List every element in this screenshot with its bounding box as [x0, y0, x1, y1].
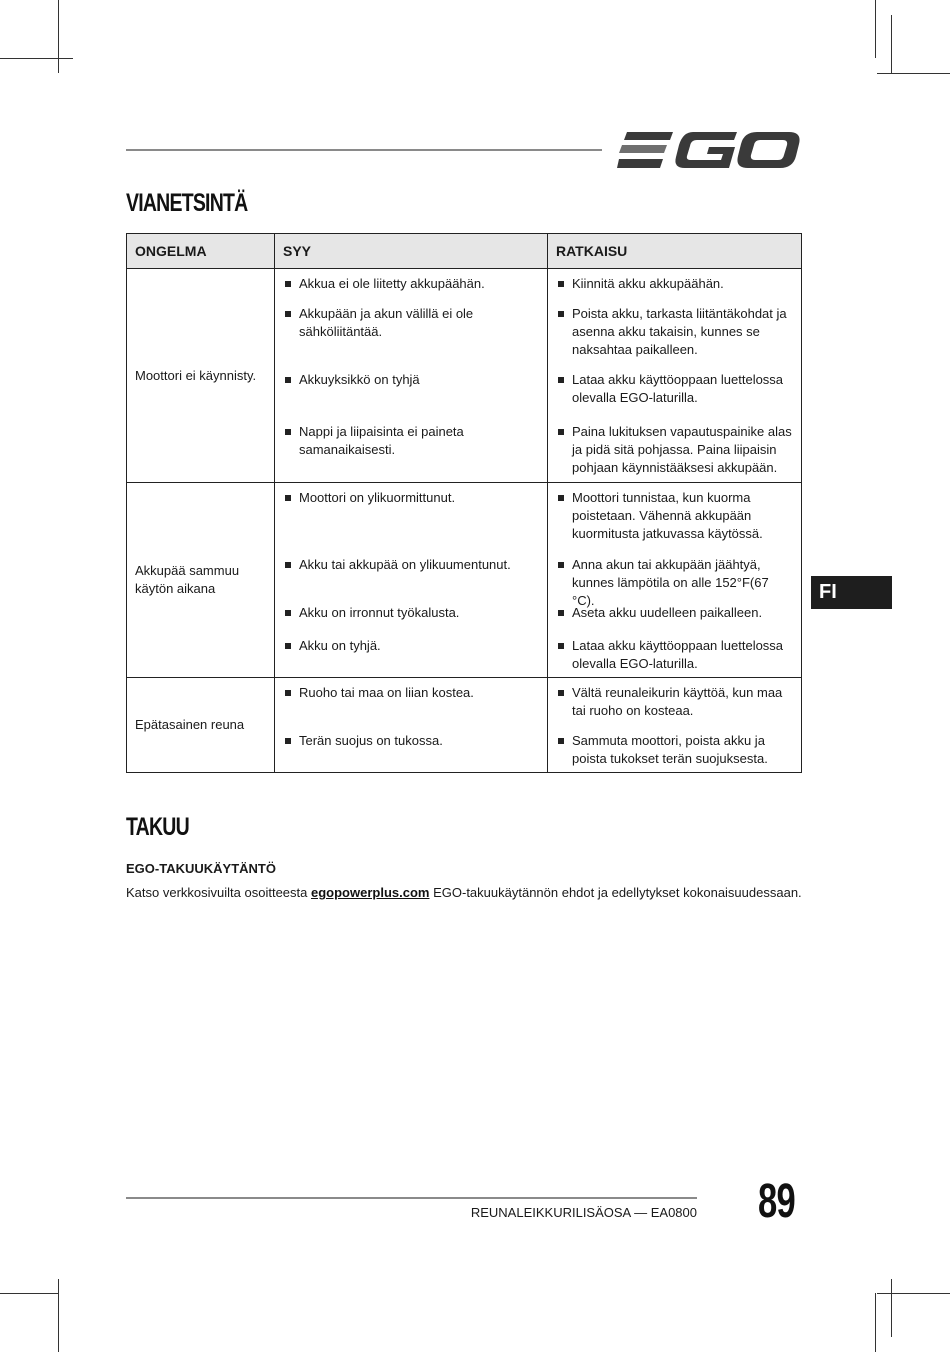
bullet-icon: [285, 610, 291, 616]
solution-cell: [548, 678, 802, 773]
list-item: Ruoho tai maa on liian kostea.: [285, 684, 539, 732]
list-item: Kiinnitä akku akkupäähän.: [558, 275, 793, 305]
list-item: Akkupään ja akun välillä ei ole sähköliitäntää.: [285, 305, 539, 371]
list-item: Akku on irronnut työkalusta.: [285, 604, 539, 637]
list-item: Moottori on ylikuormittunut.: [285, 489, 539, 556]
bullet-icon: [558, 562, 564, 568]
bullet-icon: [285, 643, 291, 649]
cause-cell: [275, 678, 548, 773]
header-rule: [126, 149, 602, 151]
bullet-icon: [558, 643, 564, 649]
bullet-icon: [285, 311, 291, 317]
crop-mark: [891, 1279, 892, 1337]
bullet-icon: [558, 311, 564, 317]
solution-cell: [548, 269, 802, 483]
crop-mark: [875, 0, 876, 58]
list-item: Paina lukituksen vapautuspainike alas ja pidä sitä pohjassa. Paina liipaisin pohjaan käynnistääksesi akkupään.: [558, 423, 793, 477]
warranty-subtitle: EGO-TAKUUKÄYTÄNTÖ: [126, 861, 276, 876]
warranty-title: TAKUU: [126, 813, 189, 841]
list-item: Moottori tunnistaa, kun kuorma poistetaan. Vähennä akkupään kuormitusta jatkuvassa käytössä.: [558, 489, 793, 556]
bullet-icon: [558, 610, 564, 616]
crop-mark: [0, 1293, 58, 1294]
bullet-icon: [285, 690, 291, 696]
crop-mark: [891, 15, 892, 73]
ego-logo: [617, 126, 801, 174]
list-item: Poista akku, tarkasta liitäntäkohdat ja asenna akku takaisin, kunnes se naksahtaa paikalleen.: [558, 305, 793, 371]
list-item: Akkuyksikkö on tyhjä: [285, 371, 539, 423]
table-header-row: [127, 234, 802, 269]
solution-cell: [548, 483, 802, 678]
bullet-icon: [558, 281, 564, 287]
bullet-icon: [558, 429, 564, 435]
bullet-icon: [558, 738, 564, 744]
list-item: Nappi ja liipaisinta ei paineta samanaikaisesti.: [285, 423, 539, 459]
column-header: RATKAISU: [548, 234, 802, 269]
list-item: Akku tai akkupää on ylikuumentunut.: [285, 556, 539, 604]
list-item: Vältä reunaleikurin käyttöä, kun maa tai ruoho on kosteaa.: [558, 684, 793, 732]
troubleshooting-table: [126, 233, 802, 773]
list-item: Lataa akku käyttöoppaan luettelossa olevalla EGO-laturilla.: [558, 371, 793, 423]
language-tab: FI: [811, 576, 892, 609]
bullet-icon: [285, 738, 291, 744]
bullet-icon: [285, 429, 291, 435]
crop-mark: [875, 1293, 876, 1352]
bullet-icon: [558, 495, 564, 501]
bullet-icon: [558, 690, 564, 696]
problem-cell: Moottori ei käynnisty.: [127, 269, 275, 483]
list-item: Akkua ei ole liitetty akkupäähän.: [285, 275, 539, 305]
list-item: Sammuta moottori, poista akku ja poista tukokset terän suojuksesta.: [558, 732, 793, 768]
warranty-text: Katso verkkosivuilta osoitteesta egopowerplus.com EGO-takuukäytännön ehdot ja edellytykset kokonaisuudessaan.: [126, 885, 802, 900]
list-item: Akku on tyhjä.: [285, 637, 539, 655]
list-item: Lataa akku käyttöoppaan luettelossa olevalla EGO-laturilla.: [558, 637, 793, 673]
cause-cell: [275, 483, 548, 678]
list-item: Aseta akku uudelleen paikalleen.: [558, 604, 793, 637]
bullet-icon: [285, 377, 291, 383]
list-item: Anna akun tai akkupään jäähtyä, kunnes lämpötila on alle 152°F(67 °C).: [558, 556, 793, 604]
bullet-icon: [285, 562, 291, 568]
footer-rule: [126, 1197, 697, 1199]
crop-mark: [58, 0, 59, 73]
table-row: [127, 269, 802, 483]
footer-product: REUNALEIKKURILISÄOSA — EA0800: [470, 1205, 697, 1220]
problem-cell: Epätasainen reuna: [127, 678, 275, 773]
page-number: 89: [758, 1175, 796, 1228]
problem-cell: Akkupää sammuu käytön aikana: [127, 483, 275, 678]
column-header: SYY: [275, 234, 548, 269]
bullet-icon: [285, 495, 291, 501]
table-row: [127, 678, 802, 773]
crop-mark: [877, 1293, 950, 1294]
bullet-icon: [285, 281, 291, 287]
list-item: Terän suojus on tukossa.: [285, 732, 539, 750]
warranty-link[interactable]: egopowerplus.com: [311, 885, 430, 900]
column-header: ONGELMA: [127, 234, 275, 269]
crop-mark: [877, 73, 950, 74]
troubleshooting-title: VIANETSINTÄ: [126, 189, 248, 217]
crop-mark: [0, 58, 73, 59]
bullet-icon: [558, 377, 564, 383]
cause-cell: [275, 269, 548, 483]
crop-mark: [58, 1279, 59, 1352]
table-row: [127, 483, 802, 678]
